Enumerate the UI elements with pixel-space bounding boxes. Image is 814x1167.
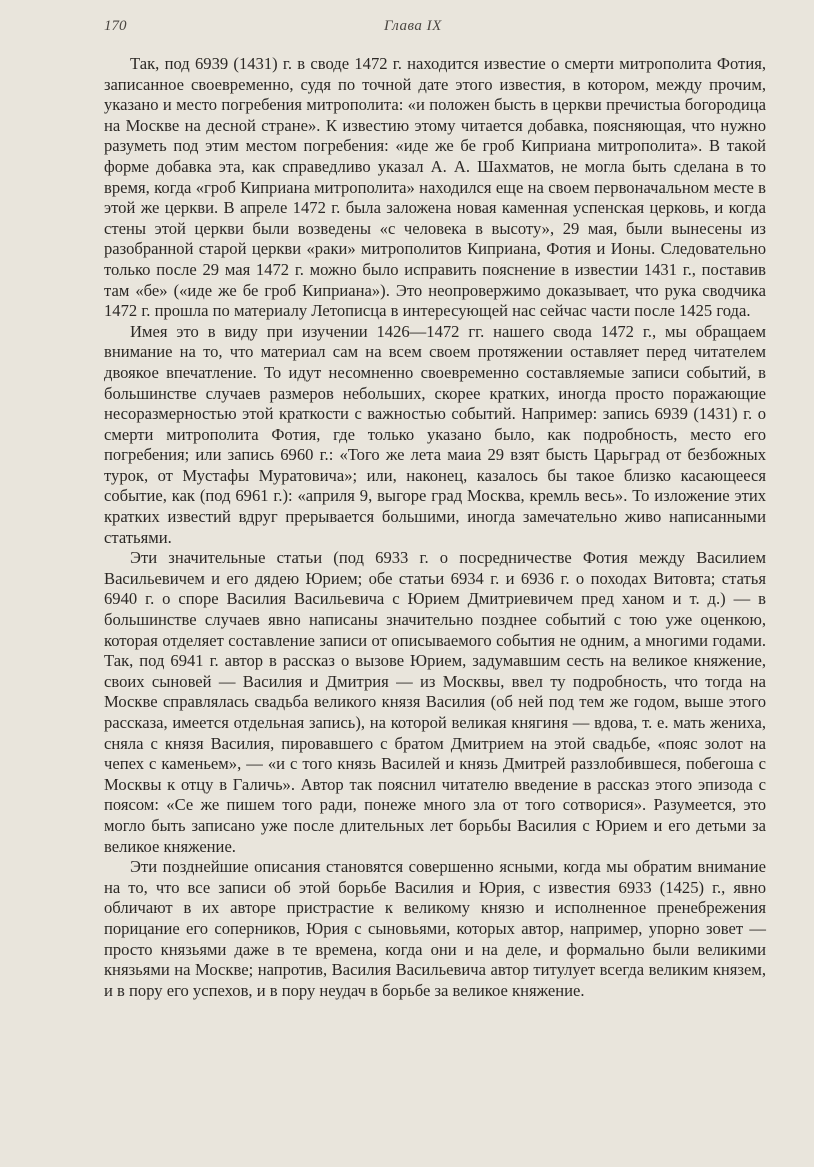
page-number: 170 — [104, 18, 127, 34]
running-head — [104, 18, 766, 48]
body-text — [104, 54, 766, 1001]
paragraph-3: Эти значительные статьи (под 6933 г. о посредничестве Фотия между Василием Васильевичем и его дядею Юрием; обе статьи 6934 г. и 6936 г. о походах Витовта; статья 6940 г. о споре Василия Васильевича с Юрием Дмитриевичем пред ханом и т. д.) — в большинстве случаев явно написаны значительно позднее событий с тою уже оценкою, которая отделяет составление записи от описываемого события не одним, а многими годами. Так, под 6941 г. автор в рассказ о вызове Юрием, задумавшим сесть на великое княжение, своих сыновей — Василия и Дмитрия — из Москвы, ввел ту подробность, что тогда на Москве справлялась свадьба великого князя Василия (об ней под тем же годом, выше этого рассказа, имеется отдельная запись), на которой великая княгиня — вдова, т. е. мать жениха, сняла с князя Василия, пировавшего с братом Дмитрием на этой свадьбе, «пояс золот на чепех с каменьем», — «и с того князь Василей и князь Дмитрей раззлобившеся, побегоша с Москвы к отцу в Галичь». Автор так пояснил читателю введение в рассказ этого эпизода с поясом: «Се же пишем того ради, понеже много зла от того сотворися». Разумеется, это могло быть записано уже после длительных лет борьбы Василия с Юрием и его детьми за великое княжение. — [104, 548, 766, 856]
paragraph-2: Имея это в виду при изучении 1426—1472 гг. нашего свода 1472 г., мы обращаем внимание на то, что материал сам на всем своем протяжении оставляет перед читателем двоякое впечатление. То идут несомненно своевременно составляемые записи событий, в большинстве случаев размеров небольших, скорее кратких, иногда просто поражающие несоразмерностью этой краткости с важностью событий. Например: запись 6939 (1431) г. о смерти митрополита Фотия, где только указано было, как подробность, место его погребения; или запись 6960 г.: «Того же лета маиа 29 взят бысть Царьград от безбожных турок, от Мустафы Муратовича»; или, наконец, казалось бы такое близко касающееся событие, как (под 6961 г.): «априля 9, выгоре град Москва, кремль весь». То изложение этих кратких известий вдруг прерывается большими, иногда замечательно живо написанными статьями. — [104, 321, 766, 547]
paragraph-4: Эти позднейшие описания становятся совершенно ясными, когда мы обратим внимание на то, что все записи об этой борьбе Василия и Юрия, с известия 6933 (1425) г., явно обличают в их авторе пристрастие к великому князю и исполненное пренебрежения порицание его соперников, Юрия с сыновьями, которых автор, например, упорно зовет — просто князьями даже в те времена, когда они и на деле, и формально были великими князьями на Москве; напротив, Василия Васильевича автор титулует всегда великим князем, и в пору его успехов, и в пору неудач в борьбе за великое княжение. — [104, 857, 766, 1000]
chapter-title: Глава IX — [384, 18, 442, 34]
paragraph-1: Так, под 6939 (1431) г. в своде 1472 г. находится известие о смерти митрополита Фотия, записанное своевременно, судя по точной дате этого известия, в котором, между прочим, указано и место погребения митрополита: «и положен бысть в церкви пречистыа богородица на Москве на десной стране». К известию этому читается добавка, поясняющая, что нужно разуметь под этим местом погребения: «иде же бе гроб Киприана митрополита». В такой форме добавка эта, как справедливо указал А. А. Шахматов, не могла быть сделана в то время, когда «гроб Киприана митрополита» находился еще на своем первоначальном месте в этой же церкви. В апреле 1472 г. была заложена новая каменная успенская церковь, и когда стены этой церкви были возведены «с человека в высоту», 29 мая, были вынесены из разобранной старой церкви «раки» митрополитов Киприана, Фотия и Ионы. Следовательно только после 29 мая 1472 г. можно было исправить пояснение в известии 1431 г., поставив там «бе» («иде же бе гроб Киприана»). Это неопровержимо доказывает, что рука сводчика 1472 г. прошла по материалу Летописца в интересующей нас сейчас части после 1425 года. — [104, 54, 766, 321]
